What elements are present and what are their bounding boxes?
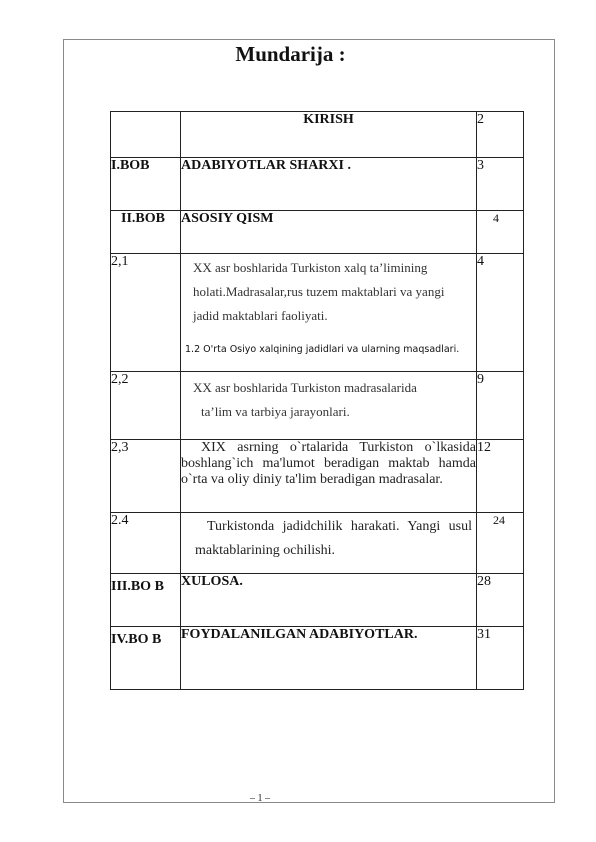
row-page: 4 [477,211,524,254]
contents-table [110,111,524,690]
row-title: XULOSA. [181,574,477,627]
row-title: Turkistonda jadidchilik harakati. Yangi usul maktablarining ochilishi. [181,513,477,574]
row-number: 2,2 [111,372,181,440]
table-row [111,254,524,372]
row-page: 28 [477,574,524,627]
row-number: 2,1 [111,254,181,372]
row-title-cell [181,372,477,440]
row-page: 31 [477,627,524,690]
row-title: ADABIYOTLAR SHARXI . [181,158,477,211]
table-row [111,158,524,211]
row-page: 4 [477,254,524,372]
row-title: XX asr boshlarida Turkiston xalq ta’limining holati.Madrasalar,rus tuzem maktablari va yangi jadid maktablari faoliyati. [193,260,445,323]
row-number: 2,3 [111,440,181,513]
row-title: FOYDALANILGAN ADABIYOTLAR. [181,627,477,690]
row-title-continued: ta’lim va tarbiya jarayonlari. [201,404,350,419]
row-title: XX asr boshlarida Turkiston madrasalarida [193,380,417,395]
row-page: 9 [477,372,524,440]
table-row [111,574,524,627]
row-subtitle: 1.2 O'rta Osiyo xalqining jadidlari va ularning maqsadlari. [185,344,460,355]
row-title: XIX asrning o`rtalarida Turkiston o`lkasida boshlang`ich ma'lumot beradigan maktab hamda o`rta va oliy diniy ta'lim beradigan madrasalar. [181,440,477,513]
table-row [111,440,524,513]
page-number: – 1 – [250,793,270,804]
row-title: KIRISH [181,112,477,158]
row-number: I.BOB [111,158,181,211]
row-title: ASOSIY QISM [181,211,477,254]
row-number [111,112,181,158]
row-title-cell [181,254,477,372]
page-title: Mundarija : [235,42,346,66]
row-page: 12 [477,440,524,513]
table-row [111,112,524,158]
table-row [111,372,524,440]
table-row [111,513,524,574]
row-page: 3 [477,158,524,211]
row-number: II.BOB [111,211,181,254]
row-page: 2 [477,112,524,158]
row-number: III.BO B [111,574,181,627]
row-number: IV.BO B [111,627,181,690]
table-row [111,627,524,690]
row-number: 2.4 [111,513,181,574]
row-page: 24 [477,513,524,574]
table-row [111,211,524,254]
